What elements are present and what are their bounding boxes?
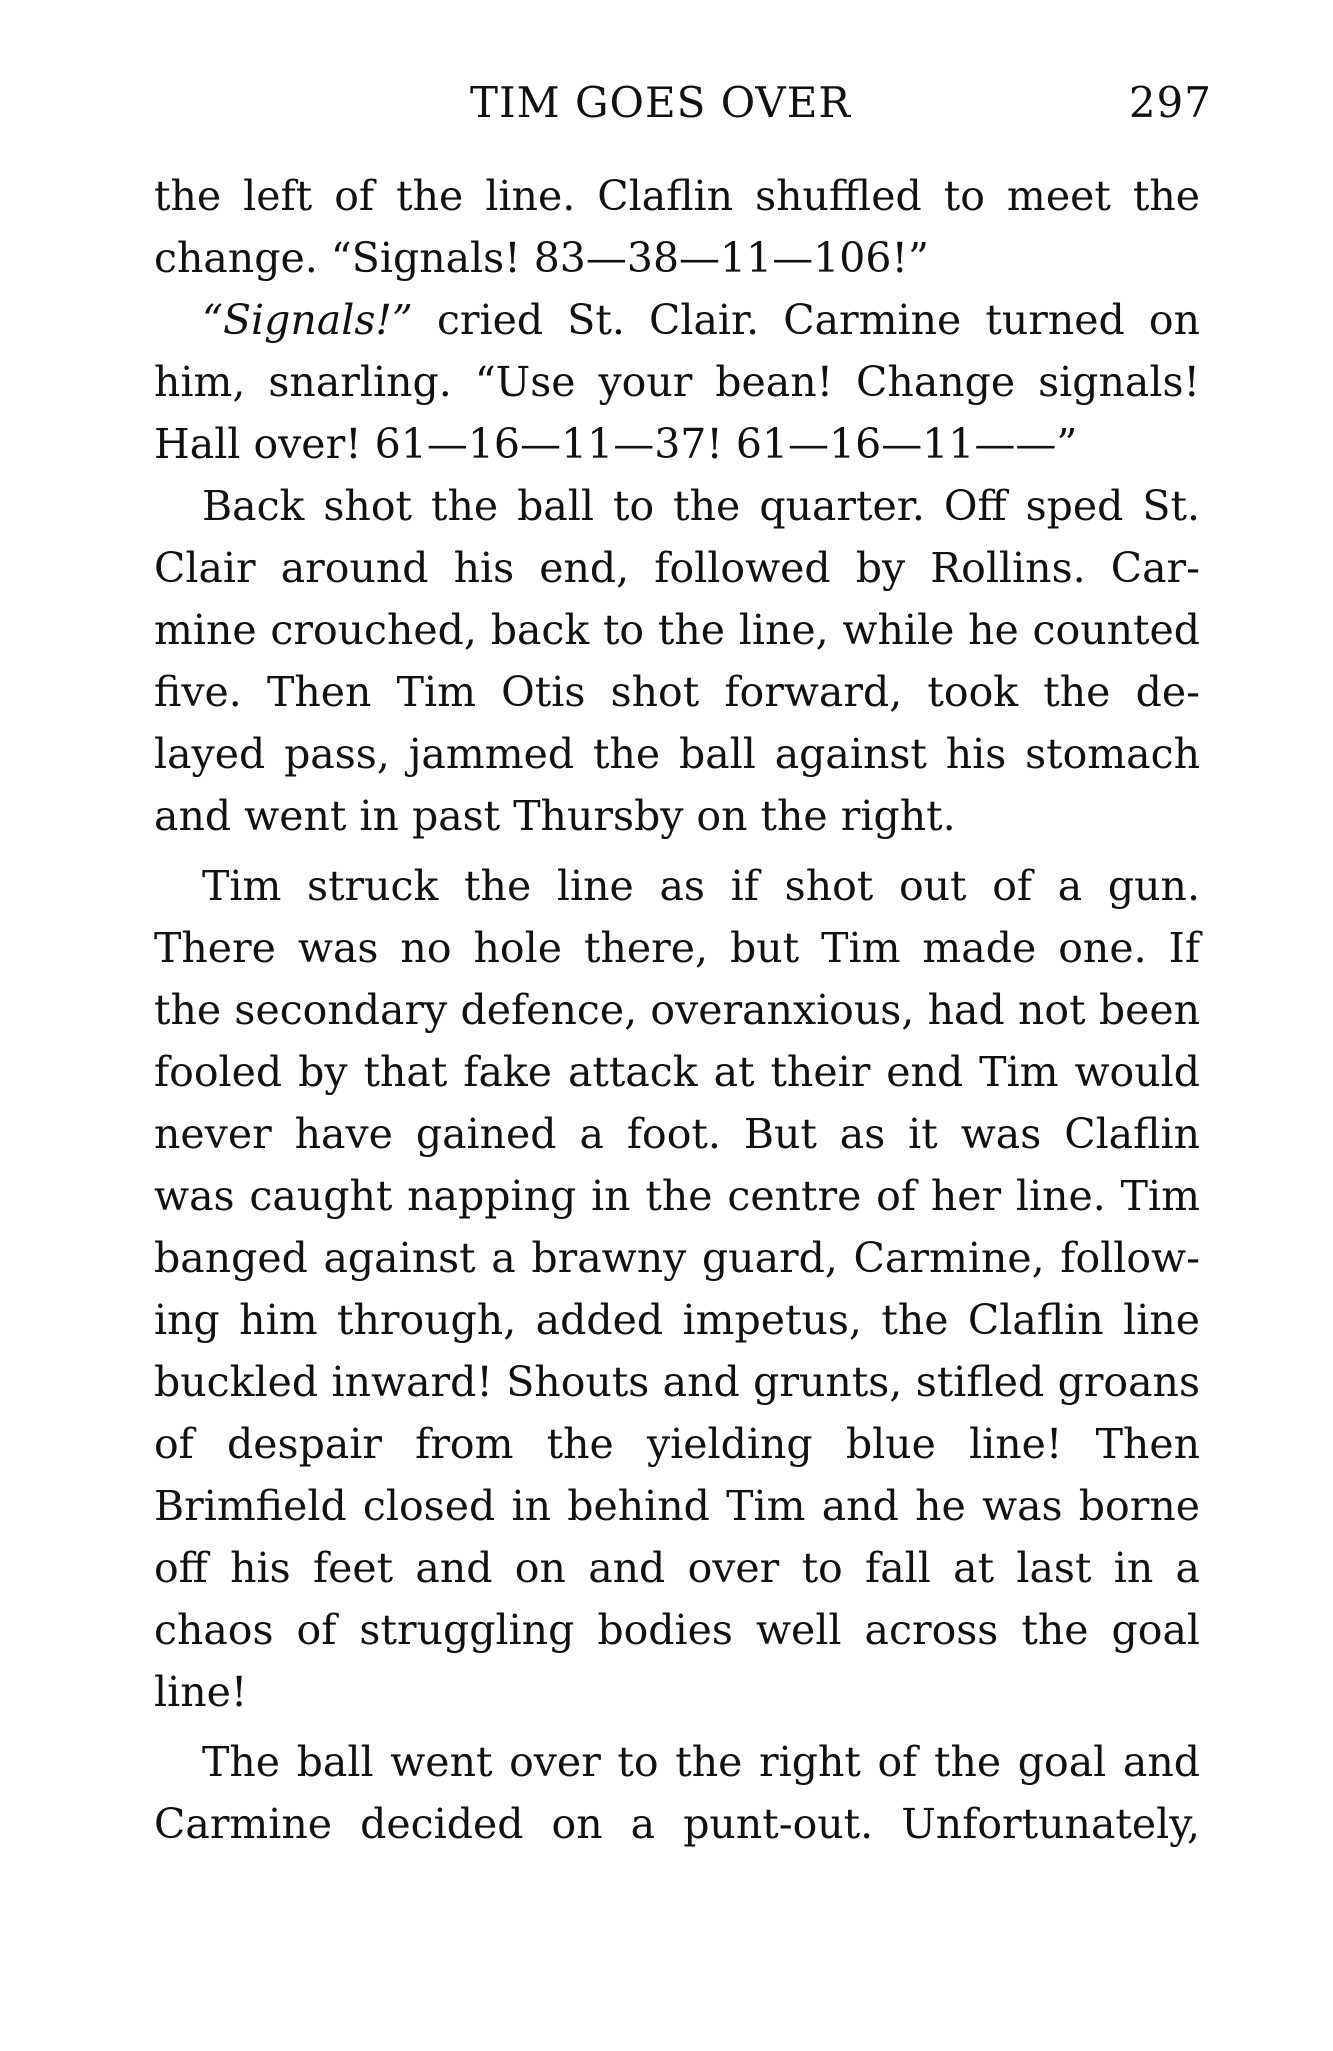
paragraph-5 xyxy=(154,1731,1200,1855)
text-line: Back shot the ball to the quarter. Off sped St. xyxy=(202,482,1200,530)
paragraph-2 xyxy=(154,289,1200,475)
text-line: the left of the line. Claflin shuffled to meet the xyxy=(154,172,1200,220)
text-line: Carmine decided on a punt-out. Unfortunately, xyxy=(154,1800,1200,1848)
text-line: and went in past Thursby on the right. xyxy=(154,792,956,840)
text-line: Tim struck the line as if shot out of a gun. xyxy=(202,862,1200,910)
text-line: was caught napping in the centre of her line. Tim xyxy=(154,1172,1200,1220)
text-line: Hall over! 61—16—11—37! 61—16—11——” xyxy=(154,420,1078,468)
text-line: buckled inward! Shouts and grunts, stifled groans xyxy=(154,1358,1200,1406)
text-line: the secondary defence, overanxious, had not been xyxy=(154,986,1200,1034)
text-line-rest: cried St. Clair. Carmine turned on xyxy=(412,296,1200,344)
text-line: mine crouched, back to the line, while he counted xyxy=(154,606,1200,654)
paragraph-gap xyxy=(154,1723,1200,1731)
text-line: never have gained a foot. But as it was Claflin xyxy=(154,1110,1200,1158)
running-title: TIM GOES OVER xyxy=(470,78,852,127)
paragraph-3 xyxy=(154,475,1200,847)
text-line: him, snarling. “Use your bean! Change signals! xyxy=(154,358,1200,406)
page-number: 297 xyxy=(1128,78,1212,127)
text-line: of despair from the yielding blue line! Then xyxy=(154,1420,1200,1468)
paragraph-gap xyxy=(154,847,1200,855)
text-line: layed pass, jammed the ball against his stomach xyxy=(154,730,1200,778)
text-line: There was no hole there, but Tim made one. If xyxy=(154,924,1200,972)
running-header xyxy=(470,78,1212,138)
italic-signals: “Signals!” xyxy=(202,296,413,344)
text-line: off his feet and on and over to fall at last in a xyxy=(154,1544,1200,1592)
text-line: change. “Signals! 83—38—11—106!” xyxy=(154,234,929,282)
text-line: Brimfield closed in behind Tim and he was borne xyxy=(154,1482,1200,1530)
text-line: banged against a brawny guard, Carmine, follow- xyxy=(154,1234,1200,1282)
text-line: ing him through, added impetus, the Claflin line xyxy=(154,1296,1200,1344)
text-line: Clair around his end, followed by Rollins. Car- xyxy=(154,544,1200,592)
text-line: The ball went over to the right of the goal and xyxy=(202,1738,1200,1786)
text-line xyxy=(154,289,1200,351)
text-line: chaos of struggling bodies well across the goal xyxy=(154,1606,1200,1654)
paragraph-4 xyxy=(154,855,1200,1723)
body-text xyxy=(154,165,1200,1855)
text-line: fooled by that fake attack at their end Tim would xyxy=(154,1048,1200,1096)
text-line: five. Then Tim Otis shot forward, took the de- xyxy=(154,668,1200,716)
paragraph-1 xyxy=(154,165,1200,289)
text-line: line! xyxy=(154,1668,248,1716)
